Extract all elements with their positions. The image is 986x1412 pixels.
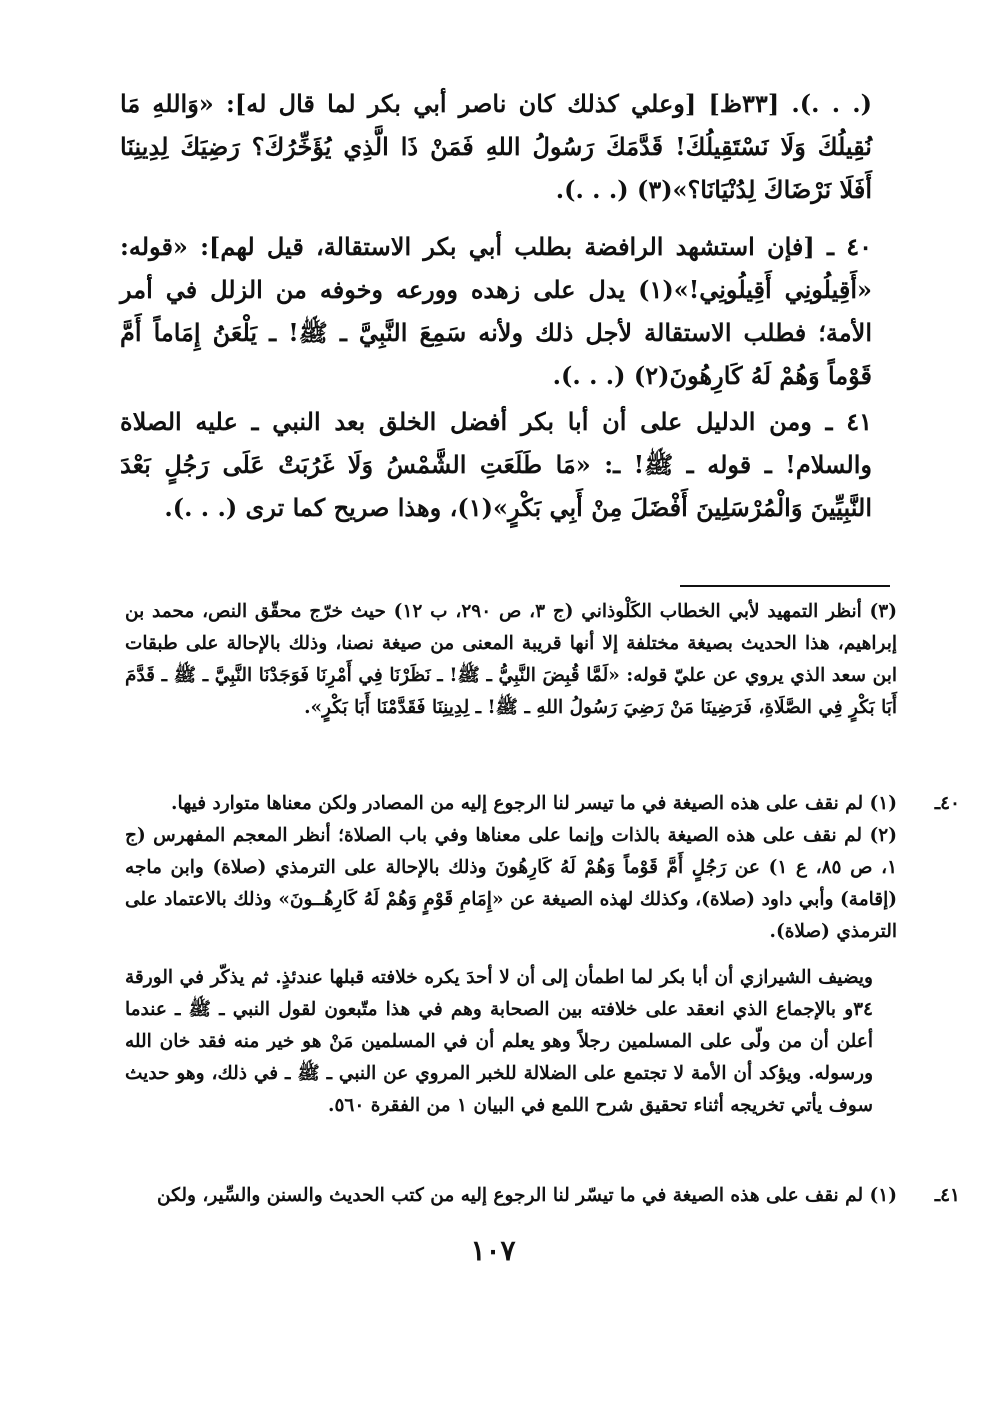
main-paragraph-continuation: (. . .). [٣٣ظ] [وعلي كذلك كان ناصر أبي بكر لما قال له]: «وَاللهِ مَا نُقِيلُكَ وَلَا نَسْتَقِيلُكَ! قَدَّمَكَ رَسُولُ اللهِ فَمَنْ ذَا الَّذِي يُؤَخِّرُكَ؟ رَضِيَكَ لِدِينِنَا أَفَلَا نَرْضَاكَ لِدُنْيَانَا؟»(٣) (. . .).: [120, 89, 872, 204]
main-paragraph-40: ٤٠ ـ [فإن استشهد الرافضة بطلب أبي بكر الاستقالة، قيل لهم]: «قوله: «أَقِيلُونِي أَقِيلُونِي!»(١) يدل على زهده وورعه وخوفه من الزلل في أمر الأمة؛ فطلب الاستقالة لأجل ذلك ولأنه سَمِعَ النَّبِيَّ ـ ﷺ! ـ يَلْعَنُ إِمَاماً أَمَّ قَوْماً وَهُمْ لَهُ كَارِهُونَ(٢) (. . .).: [120, 232, 872, 390]
footnote-41-1: (١) لم نقف على هذه الصيغة في ما تيسّر لنا الرجوع إليه من كتب الحديث والسنن والسِّير، ولكن: [157, 1185, 897, 1206]
footnote-marker-40: ٤٠ـ: [934, 793, 960, 814]
footnote-40-1: (١) لم نقف على هذه الصيغة في ما تيسر لنا الرجوع إليه من المصادر ولكن معناها متوارد فيها.: [171, 793, 897, 814]
footnote-3: (٣) أنظر التمهيد لأبي الخطاب الكَلْوذاني (ج ٣، ص ٢٩٠، ب ١٢) حيث خرّج محقّق النص، محمد بن إبراهيم، هذا الحديث بصيغة مختلفة إلا أنها قريبة المعنى من صيغة نصنا، وذلك بالإحالة على طبقات ابن سعد الذي يروي عن عليّ قوله: «لَمَّا قُبِضَ النَّبِيُّ ـ ﷺ! ـ نَظَرْنَا فِي أَمْرِنَا فَوَجَدْنَا النَّبِيَّ ـ ﷺ ـ قَدَّمَ أَبَا بَكْرٍ فِي الصَّلَاةِ، فَرَضِينَا مَنْ رَضِيَ رَسُولُ اللهِ ـ ﷺ! ـ لِدِينِنَا فَقَدَّمْنَا أَبَا بَكْرٍ».: [125, 601, 897, 718]
footnote-marker-41: ٤١ـ: [934, 1185, 960, 1206]
footnote-40-2: (٢) لم نقف على هذه الصيغة بالذات وإنما على معناها وفي باب الصلاة؛ أنظر المعجم المفهرس (ج ١، ص ٨٥، ع ١) عن رَجُلٍ أَمَّ قَوْماً وَهُمْ لَهُ كَارِهُونَ وذلك بالإحالة على الترمذي (صلاة) وابن ماجه (إقامة) وأبي داود (صلاة)، وكذلك لهذه الصيغة عن «إِمَامِ قَوْمٍ وَهُمْ لَهُ كَارِهُــونَ» وذلك بالاعتماد على الترمذي (صلاة).: [125, 825, 897, 942]
footnote-separator: [680, 585, 890, 587]
footnote-40-2-commentary: ويضيف الشيرازي أن أبا بكر لما اطمأن إلى أن لا أحدَ يكره خلافته قبلها عندئذٍ. ثم يذكّر في الورقة ٣٤و بالإجماع الذي انعقد على خلافته بين الصحابة وهم في هذا متّبعون لقول النبي ـ ﷺ ـ عندما أعلن أن من ولّى على المسلمين رجلاً وهو يعلم أن في المسلمين مَنْ هو خير منه فقد خان الله ورسوله. ويؤكد أن الأمة لا تجتمع على الضلالة للخبر المروي عن النبي ـ ﷺ ـ في ذلك، وهو حديث سوف يأتي تخريجه أثناء تحقيق شرح اللمع في البيان ١ من الفقرة ٥٦٠.: [125, 967, 873, 1116]
page-number: ١٠٧: [470, 1234, 516, 1267]
main-paragraph-41: ٤١ ـ ومن الدليل على أن أبا بكر أفضل الخلق بعد النبي ـ عليه الصلاة والسلام! ـ قوله ـ ﷺ! ـ: «مَا طَلَعَتِ الشَّمْسُ وَلَا غَرُبَتْ عَلَى رَجُلٍ بَعْدَ النَّبِيِّينَ وَالْمُرْسَلِينَ أَفْضَلَ مِنْ أَبِي بَكْرٍ»(١)، وهذا صريح كما ترى (. . .).: [120, 407, 872, 522]
